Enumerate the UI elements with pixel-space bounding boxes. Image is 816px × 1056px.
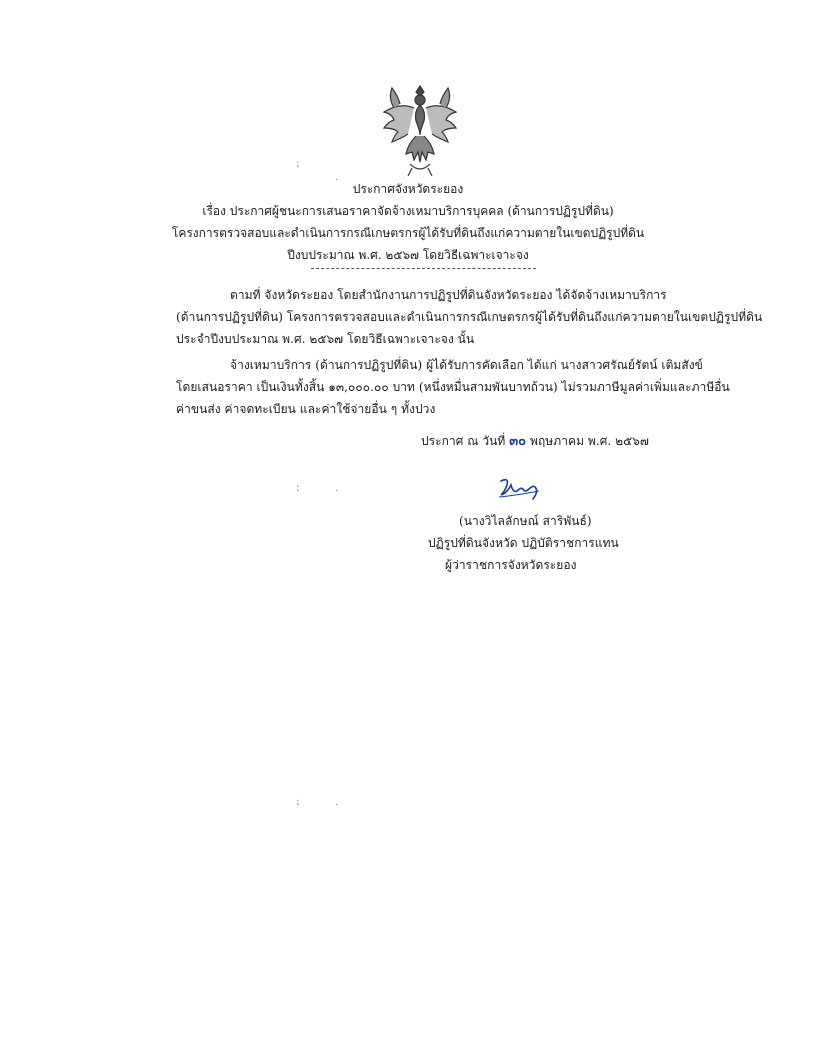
paragraph-1-line-3: ประจำปีงบประมาณ พ.ศ. ๒๕๖๗ โดยวิธีเฉพาะเจาะจง นั้น xyxy=(176,332,475,346)
paragraph-2-line-2: โดยเสนอราคา เป็นเงินทั้งสิ้น ๑๓,๐๐๐.๐๐ บาท (หนึ่งหมื่นสามพันบาทถ้วน) ไม่รวมภาษีมูลค่าเพิ่มและภาษีอื่น xyxy=(176,380,730,394)
handwritten-signature xyxy=(495,475,545,505)
scan-speck: ⁏ xyxy=(296,158,300,169)
announce-date-line xyxy=(421,430,649,451)
announce-month-year: พฤษภาคม พ.ศ. ๒๕๖๗ xyxy=(530,434,649,448)
scan-speck: ⁏ xyxy=(296,482,300,493)
scan-speck: ⁏ xyxy=(296,796,300,807)
announcement-org: ประกาศจังหวัดระยอง xyxy=(352,182,464,196)
announce-prefix: ประกาศ ณ วันที่ xyxy=(421,434,506,448)
signatory-name: (นางวิไลลักษณ์ สาริพันธ์) xyxy=(459,514,592,528)
garuda-emblem-icon xyxy=(376,78,464,178)
header-divider xyxy=(311,268,536,269)
signatory-role-2: ผู้ว่าราชการจังหวัดระยอง xyxy=(445,558,577,572)
paragraph-2-line-1: จ้างเหมาบริการ (ด้านการปฏิรูปที่ดิน) ผู้ได้รับการคัดเลือก ได้แก่ นางสาวศรัณย์รัตน์ เติมสังข์ xyxy=(230,358,703,372)
scan-speck: · xyxy=(335,175,339,186)
paragraph-2-line-3: ค่าขนส่ง ค่าจดทะเบียน และค่าใช้จ่ายอื่น ๆ ทั้งปวง xyxy=(176,402,436,416)
project-title: โครงการตรวจสอบและดำเนินการกรณีเกษตรกรผู้ได้รับที่ดินถึงแก่ความตายในเขตปฏิรูปที่ดิน xyxy=(171,226,645,240)
announcement-subject: เรื่อง ประกาศผู้ชนะการเสนอราคาจัดจ้างเหมาบริการบุคคล (ด้านการปฏิรูปที่ดิน) xyxy=(202,204,614,218)
scan-speck: · xyxy=(335,800,339,811)
signatory-role-1: ปฏิรูปที่ดินจังหวัด ปฏิบัติราชการแทน xyxy=(428,536,619,550)
paragraph-1-line-1: ตามที่ จังหวัดระยอง โดยสำนักงานการปฏิรูปที่ดินจังหวัดระยอง ได้จัดจ้างเหมาบริการ xyxy=(230,288,667,302)
paragraph-1-line-2: (ด้านการปฏิรูปที่ดิน) โครงการตรวจสอบและดำเนินการกรณีเกษตรกรผู้ได้รับที่ดินถึงแก่ความตายในเขตปฏิรูปที่ดิน xyxy=(176,310,763,324)
budget-year-line: ปีงบประมาณ พ.ศ. ๒๕๖๗ โดยวิธีเฉพาะเจาะจง xyxy=(287,248,529,262)
announce-day: ๓๐ xyxy=(509,434,527,449)
scan-speck: · xyxy=(335,486,339,497)
